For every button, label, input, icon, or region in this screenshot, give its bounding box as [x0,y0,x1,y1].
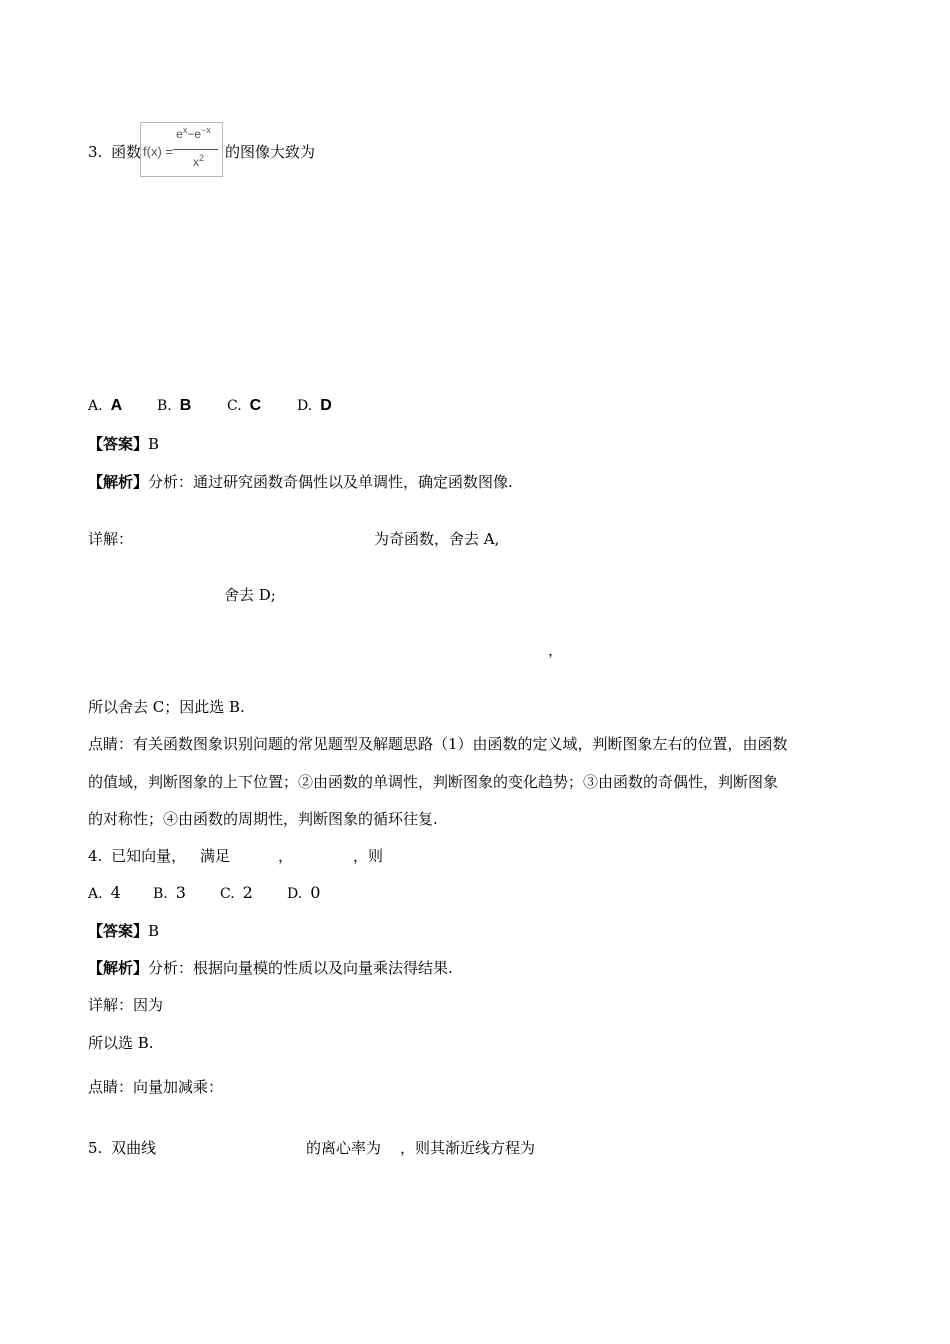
q3-analysis: 【解析】分析：通过研究函数奇偶性以及单调性，确定函数图像. [88,473,513,491]
q5-text-c: ，则其渐近线方程为 [400,1139,536,1157]
q3-number: 3. [88,143,103,161]
q3-option-c: C. C [227,397,262,414]
q4-text-b: 满足 [200,847,231,865]
q5-number: 5. [88,1139,103,1157]
q3-tip-2: 的值域，判断图象的上下位置；②由函数的单调性，判断图象的变化趋势；③由函数的奇偶性，判断图象 [88,773,779,791]
q3-detail-2: 舍去 D; [224,586,276,604]
q4-text-d: ，则 [353,847,384,865]
formula-denominator: $x^2$ [193,153,205,169]
formula-numerator: $e^x-e^{-x}$ [176,125,211,141]
q4-number: 4. [88,847,103,865]
q3-tip-1: 点睛：有关函数图象识别问题的常见题型及解题思路（1）由函数的定义域，判断图象左右的位置，由函数 [88,735,788,753]
q4-option-a: A. 4 [88,883,121,902]
q3-formula-image [140,122,223,177]
q5-stem [88,1138,156,1158]
q4-text-a: 已知向量， [111,847,187,865]
q4-detail: 详解：因为 [88,996,164,1014]
fraction-bar [173,149,218,150]
formula-lhs: f(x) = [143,144,173,159]
q4-stem [88,846,186,866]
q4-option-d: D. 0 [287,883,321,902]
q4-option-b: B. 3 [153,883,186,902]
q3-stem-pre: 函数 [111,143,142,161]
q4-answer: 【答案】B [88,922,160,940]
q4-tip: 点睛：向量加减乘： [88,1078,224,1096]
q4-text-c: ， [278,847,294,865]
q3-stem [88,142,141,162]
q5-text-a: 双曲线 [111,1139,157,1157]
q3-stem-post: 的图像大致为 [225,143,316,161]
q3-tip-3: 的对称性；④由函数的周期性，判断图象的循环往复. [88,810,438,828]
q4-analysis: 【解析】分析：根据向量模的性质以及向量乘法得结果. [88,959,453,977]
q3-option-a: A. A [88,397,123,414]
q4-option-c: C. 2 [220,883,253,902]
q3-detail-4: 所以舍去 C；因此选 B. [88,698,245,716]
q3-detail-label: 详解： [88,530,134,548]
q3-option-d: D. D [297,397,332,414]
q3-detail-3: ， [548,641,564,659]
q3-detail-1: 为奇函数，舍去 A, [374,530,500,548]
q5-text-b: 的离心率为 [306,1139,382,1157]
q3-answer: 【答案】B [88,435,160,453]
q4-conclusion: 所以选 B. [88,1034,154,1052]
q3-option-b: B. B [157,397,192,414]
